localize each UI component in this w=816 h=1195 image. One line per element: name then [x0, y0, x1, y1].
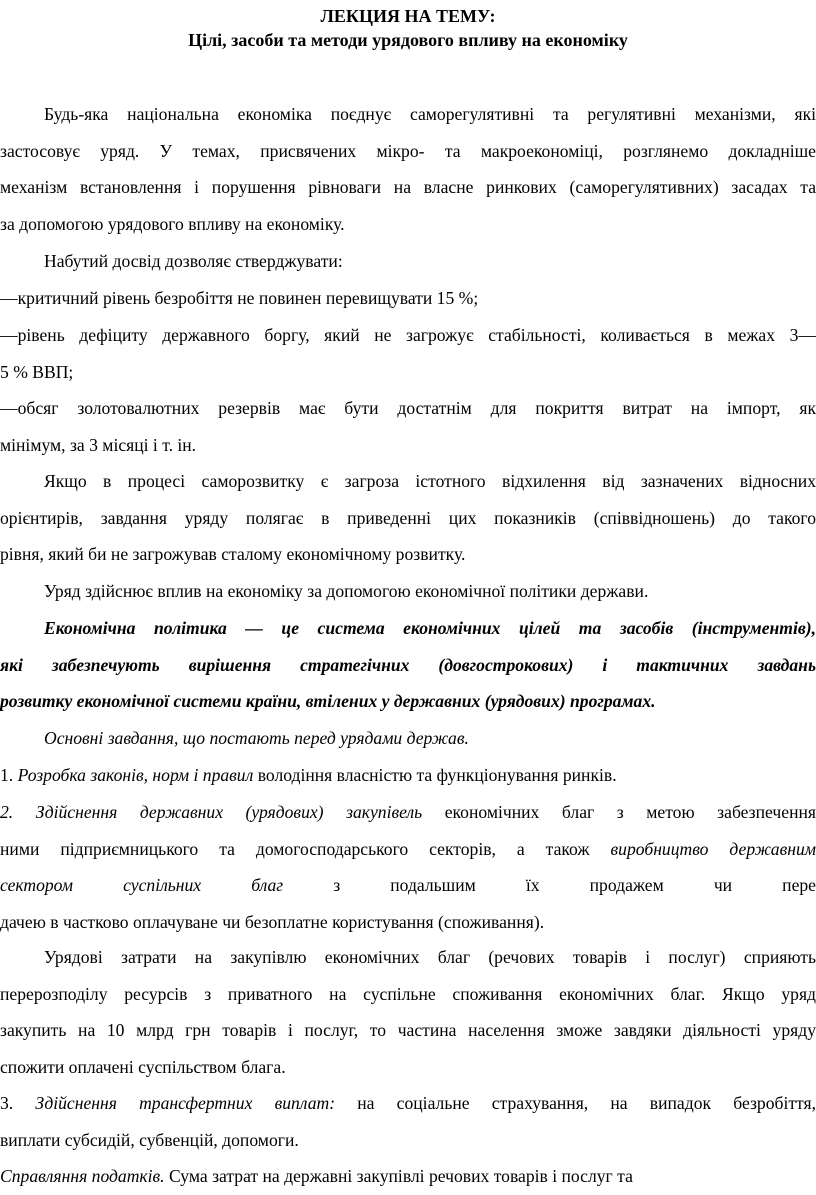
text-line: [0, 1158, 816, 1195]
text-line: [0, 867, 816, 904]
text-line: рівня, який би не загрожував сталому економічному розвитку.: [0, 544, 466, 565]
text-line: Основні завдання, що постають перед урядами держав.: [44, 728, 469, 748]
text-line: мінімум, за 3 місяці і т. ін.: [0, 434, 197, 455]
text-line: [0, 831, 816, 868]
paragraph-intro: [0, 96, 816, 242]
text-line: спожити оплачені суспільством блага.: [0, 1056, 286, 1077]
list-item-2: [0, 794, 816, 940]
text-line: Урядові затрати на закупівлю економічних благ (речових товарів і послуг) сприяють: [44, 947, 816, 967]
list-item-reserves: [0, 390, 816, 463]
text-line: 5 % ВВП;: [0, 361, 74, 382]
item-emphasis: Справляння податків.: [0, 1166, 165, 1186]
paragraph-experience: [0, 243, 816, 280]
text-line: механізм встановлення і порушення рівноваги на власне ринкових (саморегулятивних) засадах та: [0, 177, 816, 198]
paragraph-government-influence: [0, 573, 816, 610]
text-line: Уряд здійснює вплив на економіку за допомогою економічної політики держави.: [44, 581, 649, 601]
text-line: орієнтирів, завдання уряду полягає в приведенні цих показників (співвідношень) до такого: [0, 507, 816, 528]
item-text: Сума затрат на державні закупівлі речових товарів і послуг та: [168, 1166, 633, 1186]
item-emphasis: Розробка законів, норм і правил: [17, 765, 254, 785]
item-number: 1.: [0, 765, 14, 785]
paragraph-deviation: [0, 463, 816, 573]
item-emphasis: 2. Здійснення державних (урядових) закупівель: [0, 802, 423, 822]
text-line: [0, 757, 816, 794]
text-line: Економічна політика — це система економічних цілей та засобів (інструментів),: [44, 618, 816, 638]
item-text: ними підприємницького та домогосподарського секторів, а також: [0, 838, 590, 859]
text-line: Якщо в процесі саморозвитку є загроза істотного відхилення від зазначених відносних: [44, 471, 816, 491]
lecture-heading: ЛЕКЦИЯ НА ТЕМУ:: [320, 6, 496, 26]
text-line: —критичний рівень безробіття не повинен перевищувати 15 %;: [0, 288, 479, 308]
text-line: [0, 794, 816, 831]
text-line: [0, 1085, 816, 1122]
text-line: перерозподілу ресурсів з приватного на суспільне споживання економічних благ. Якщо уряд: [0, 983, 816, 1004]
item-text: володіння власністю та функціонування ринків.: [257, 765, 617, 785]
list-item-deficit: [0, 317, 816, 390]
list-item-1: [0, 757, 816, 794]
item-emphasis: сектором суспільних благ: [0, 875, 284, 896]
text-line: які забезпечують вирішення стратегічних (довгострокових) і тактичних завдань: [0, 654, 816, 675]
text-line: розвитку економічної системи країни, втілених у державних (урядових) програмах.: [0, 691, 656, 712]
paragraph-government-spending: [0, 939, 816, 1085]
text-line: —рівень дефіциту державного боргу, який не загрожує стабільності, коливається в межах 3—: [0, 325, 816, 345]
lecture-title: Цілі, засоби та методи урядового впливу на економіку: [188, 30, 628, 50]
paragraph-taxation: [0, 1158, 816, 1195]
definition-economic-policy: [0, 610, 816, 720]
list-item-unemployment: [0, 280, 816, 317]
item-emphasis: виробництво державним: [610, 838, 816, 859]
item-text: на соціальне страхування, на випадок безробіття,: [357, 1093, 816, 1113]
text-line: виплати субсидій, субвенцій, допомоги.: [0, 1129, 299, 1150]
item-text: з подальшим їх продажем чи пере: [333, 875, 816, 896]
text-line: Набутий досвід дозволяє стверджувати:: [44, 251, 343, 271]
text-line: Будь-яка національна економіка поєднує саморегулятивні та регулятивні механізми, які: [44, 104, 816, 124]
item-emphasis: Здійснення трансфертних виплат:: [35, 1093, 336, 1113]
list-item-3: [0, 1085, 816, 1158]
text-line: закупить на 10 млрд грн товарів і послуг, то частина населення зможе завдяки діяльності уряду: [0, 1020, 816, 1041]
subheading-main-tasks: [0, 720, 816, 757]
item-number: 3.: [0, 1093, 14, 1113]
text-line: дачею в частково оплачуване чи безоплатне користування (споживання).: [0, 911, 545, 932]
text-line: за допомогою урядового впливу на економіку.: [0, 213, 345, 234]
text-line: —обсяг золотовалютних резервів має бути достатнім для покриття витрат на імпорт, як: [0, 398, 816, 418]
text-line: застосовує уряд. У темах, присвячених мікро- та макроекономіці, розглянемо докладніше: [0, 140, 816, 161]
item-text: економічних благ з метою забезпечення: [444, 802, 816, 822]
